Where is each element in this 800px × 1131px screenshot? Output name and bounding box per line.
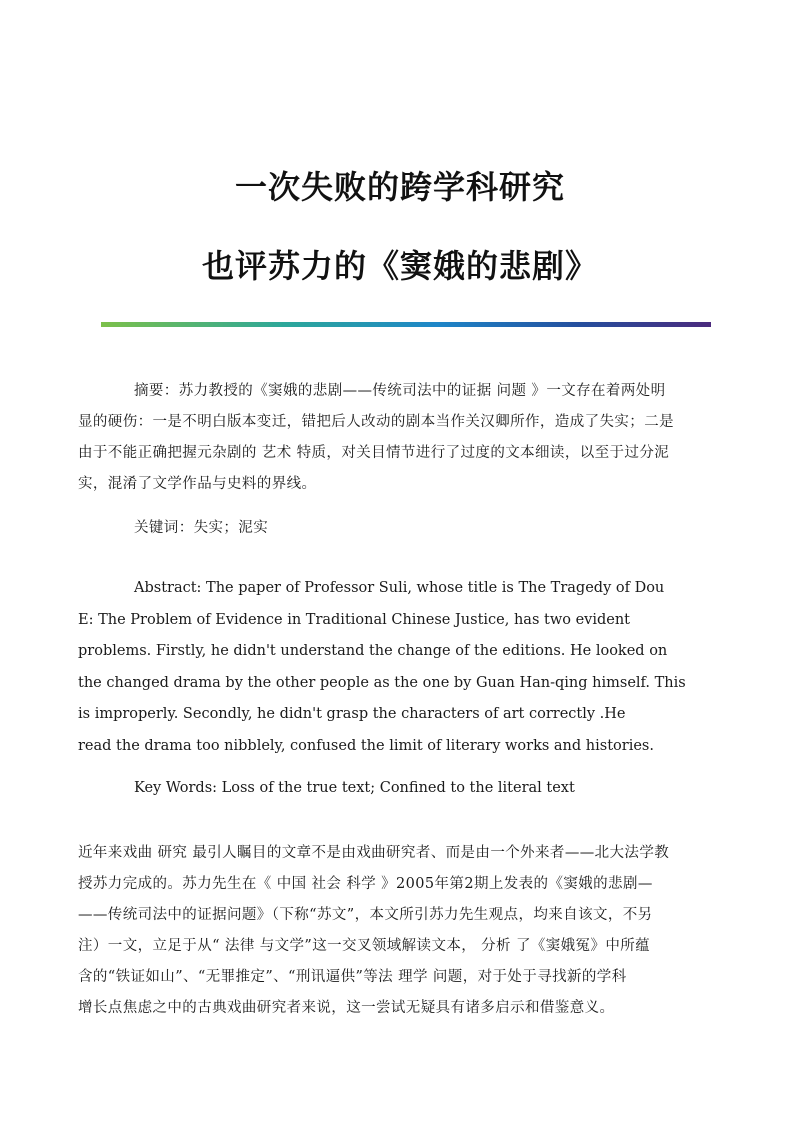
- abstract-en-line: E: The Problem of Evidence in Traditional Chinese Justice, has two evident: [78, 611, 631, 628]
- abstract-cn-line: 实，混淆了文学作品与史料的界线。: [78, 476, 317, 492]
- abstract-en-line: problems. Firstly, he didn't understand the change of the editions. He looked on: [78, 643, 668, 659]
- body-line: 近年来戏曲 研究 最引人瞩目的文章不是由戏曲研究者、而是由一个外来者——北大法学教: [78, 845, 670, 861]
- abstract-cn-line: 显的硬伤：一是不明白版本变迁，错把后人改动的剧本当作关汉卿所作，造成了失实；二是: [78, 414, 674, 430]
- body-line: 含的“铁证如山”、“无罪推定”、“刑讯逼供”等法 理学 问题，对于处于寻找新的学科: [78, 969, 627, 985]
- gradient-divider: [101, 322, 711, 327]
- abstract-en-line: read the drama too nibblely, confused the limit of literary works and histories.: [78, 737, 654, 754]
- body-line: 授苏力完成的。苏力先生在《 中国 社会 科学 》2005年第2期上发表的《窦娥的悲剧—: [78, 876, 653, 892]
- abstract-en-line: is improperly. Secondly, he didn't grasp the characters of art correctly .He: [78, 706, 626, 722]
- abstract-english: [78, 573, 724, 763]
- page-title: 一次失败的跨学科研究: [234, 168, 565, 206]
- keywords-chinese: 关键词：失实；泥实: [134, 520, 269, 536]
- body-line: 增长点焦虑之中的古典戏曲研究者来说，这一尝试无疑具有诸多启示和借鉴意义。: [78, 1000, 615, 1016]
- abstract-chinese: [78, 376, 724, 500]
- abstract-en-line: Abstract: The paper of Professor Suli, whose title is The Tragedy of Dou: [134, 580, 665, 596]
- body-line: 注）一文，立足于从“ 法律 与文学”这一交叉领域解读文本， 分析 了《窦娥冤》中所蕴: [78, 938, 651, 954]
- keywords-english: Key Words: Loss of the true text; Confined to the literal text: [134, 780, 575, 796]
- abstract-cn-line: 摘要：苏力教授的《窦娥的悲剧——传统司法中的证据 问题 》一文存在着两处明: [134, 383, 666, 399]
- abstract-en-line: the changed drama by the other people as the one by Guan Han-qing himself. This: [78, 674, 686, 691]
- body-line: ——传统司法中的证据问题》（下称“苏文”，本文所引苏力先生观点，均来自该文，不另: [78, 907, 653, 923]
- page-subtitle: 也评苏力的《窦娥的悲剧》: [201, 247, 598, 285]
- abstract-cn-line: 由于不能正确把握元杂剧的 艺术 特质，对关目情节进行了过度的文本细读，以至于过分泥: [78, 445, 670, 461]
